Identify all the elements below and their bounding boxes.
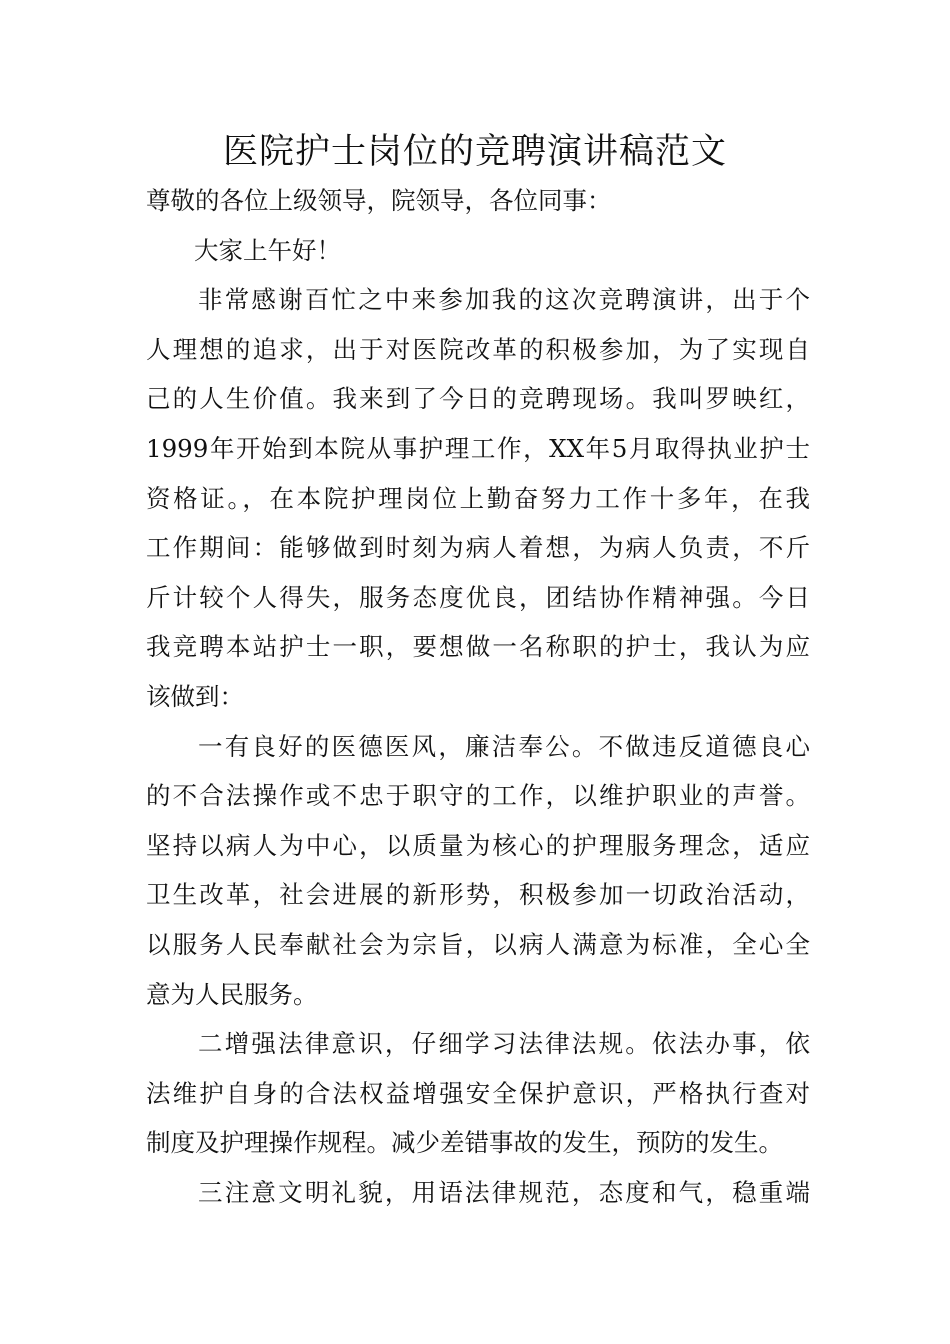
- paragraph-line: 人理想的追求，出于对医院改革的积极参加，为了实现自: [146, 334, 810, 364]
- document-title: 医院护士岗位的竞聘演讲稿范文: [222, 132, 727, 172]
- paragraph-line: 意为人民服务。: [146, 979, 318, 1009]
- paragraph-line: 工作期间：能够做到时刻为病人着想，为病人负责，不斤: [146, 533, 810, 563]
- paragraph-line: 斤计较个人得失，服务态度优良，团结协作精神强。今日: [146, 582, 810, 612]
- paragraph-line: 卫生改革，社会进展的新形势，积极参加一切政治活动，: [146, 880, 810, 910]
- paragraph-line: 资格证。，在本院护理岗位上勤奋努力工作十多年，在我: [146, 483, 810, 513]
- paragraph-line: 非常感谢百忙之中来参加我的这次竞聘演讲，出于个: [198, 285, 810, 315]
- document-body: [146, 176, 810, 1217]
- paragraph-line: 我竞聘本站护士一职，要想做一名称职的护士，我认为应: [146, 632, 810, 662]
- salutation-line: 尊敬的各位上级领导，院领导，各位同事：: [146, 186, 612, 215]
- paragraph-line: 该做到：: [146, 681, 244, 711]
- paragraph-line: 己的人生价值。我来到了今日的竞聘现场。我叫罗映红，: [146, 384, 810, 414]
- greeting-line: 大家上午好！: [194, 235, 341, 265]
- paragraph-line: 的不合法操作或不忠于职守的工作，以维护职业的声誉。: [146, 781, 810, 811]
- paragraph-line: 以服务人民奉献社会为宗旨，以病人满意为标准，全心全: [146, 929, 810, 959]
- paragraph-line: 一有良好的医德医风，廉洁奉公。不做违反道德良心: [198, 731, 810, 761]
- paragraph-line: 1999年开始到本院从事护理工作，XX年5月取得执业护士: [146, 433, 810, 463]
- paragraph-line: 坚持以病人为中心，以质量为核心的护理服务理念，适应: [146, 830, 810, 860]
- paragraph-line: 二增强法律意识，仔细学习法律法规。依法办事，依: [198, 1029, 810, 1059]
- paragraph-line: 法维护自身的合法权益增强安全保护意识，严格执行查对: [146, 1078, 810, 1108]
- paragraph-line: 三注意文明礼貌，用语法律规范，态度和气，稳重端: [198, 1177, 810, 1207]
- paragraph-line: 制度及护理操作规程。减少差错事故的发生，预防的发生。: [146, 1128, 783, 1158]
